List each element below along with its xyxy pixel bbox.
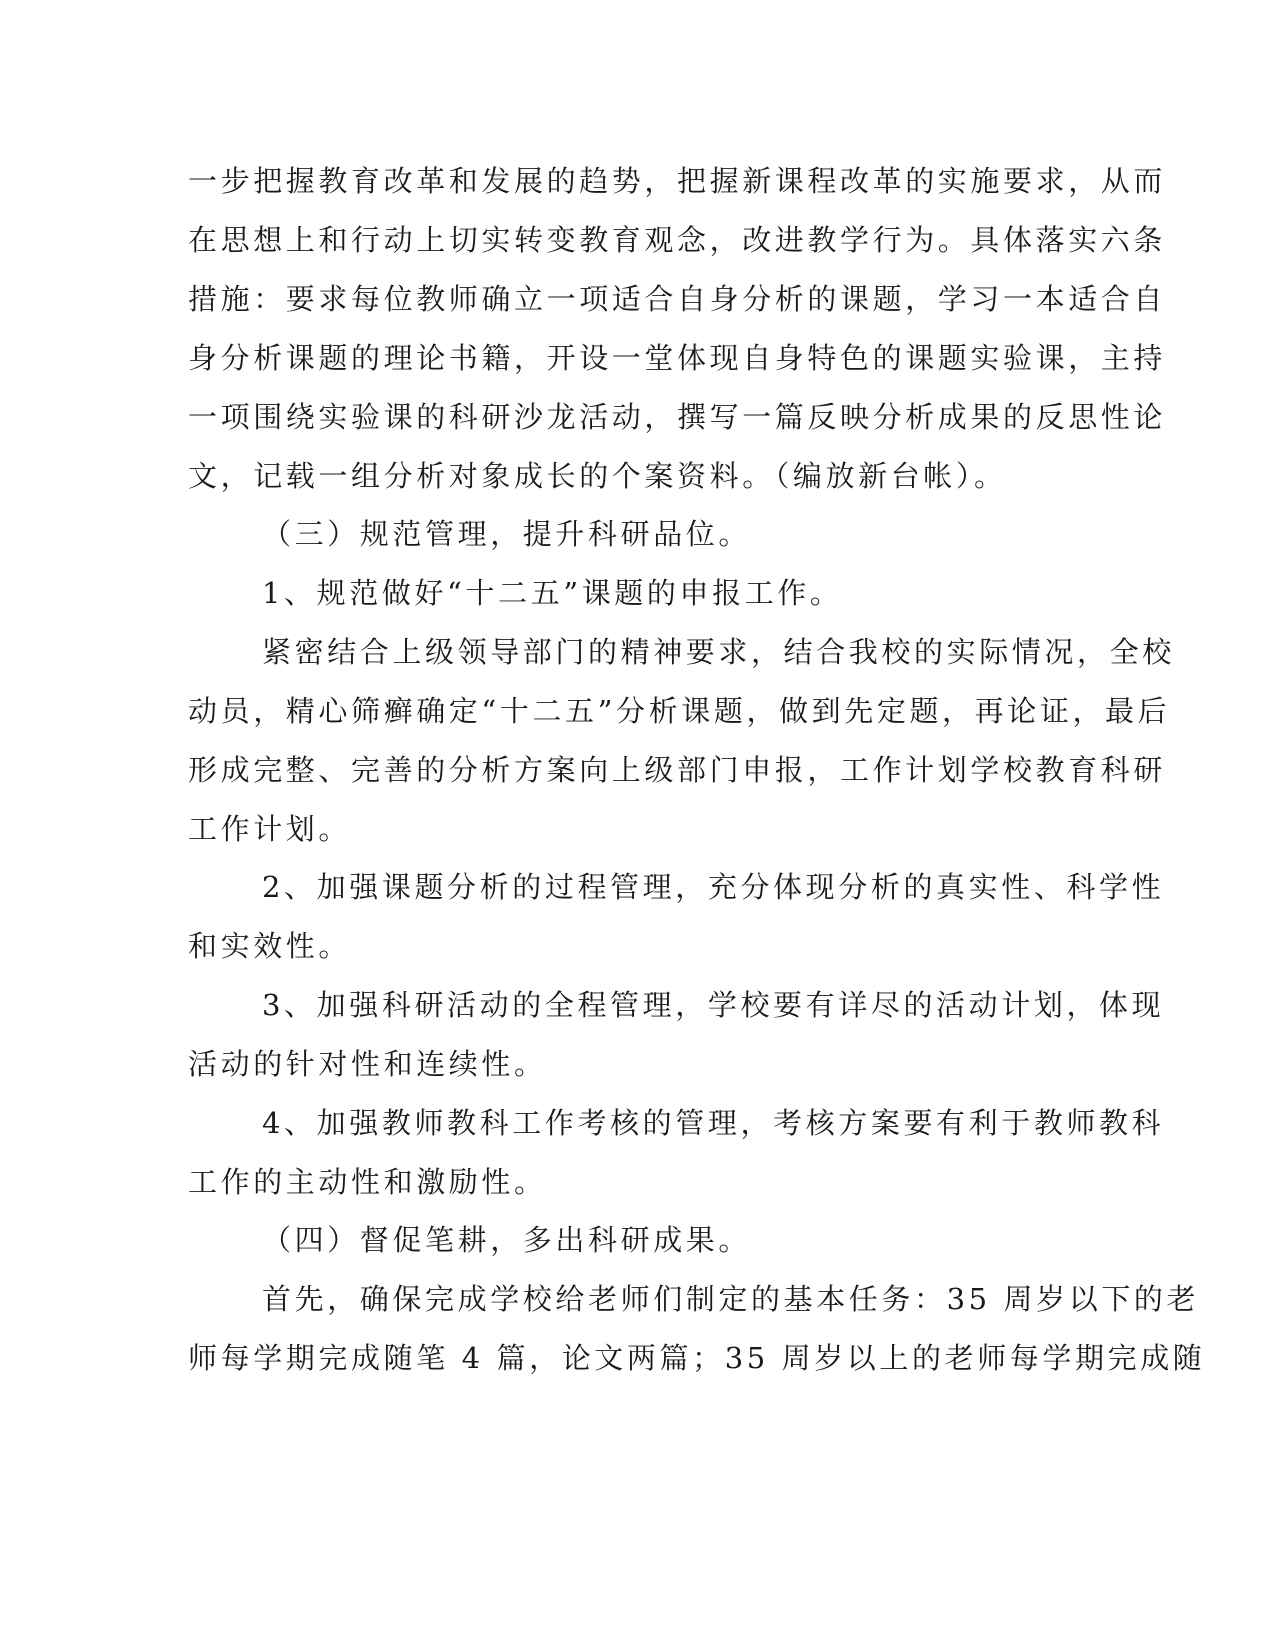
paragraph-line: 和实效性。 [188,929,352,963]
paragraph-line: 首先，确保完成学校给老师们制定的基本任务：35 周岁以下的老 [262,1282,1200,1316]
numbered-item: 3、加强科研活动的全程管理，学校要有详尽的活动计划，体现 [262,988,1165,1022]
paragraph-line: 在思想上和行动上切实转变教育观念，改进教学行为。具体落实六条 [188,223,1167,257]
paragraph-line: 紧密结合上级领导部门的精神要求，结合我校的实际情况，全校 [262,635,1175,669]
paragraph-line: 形成完整、完善的分析方案向上级部门申报，工作计划学校教育科研 [188,753,1167,787]
paragraph-line: 工作计划。 [188,812,352,846]
paragraph-line: 一步把握教育改革和发展的趋势，把握新课程改革的实施要求，从而 [188,164,1167,198]
paragraph-line: 身分析课题的理论书籍，开设一堂体现自身特色的课题实验课，主持 [188,341,1167,375]
paragraph-line: 动员，精心筛癣确定“十二五”分析课题，做到先定题，再论证，最后 [188,694,1171,728]
paragraph-line: 一项围绕实验课的科研沙龙活动，撰写一篇反映分析成果的反思性论 [188,400,1167,434]
numbered-item: 4、加强教师教科工作考核的管理，考核方案要有利于教师教科 [262,1106,1165,1140]
section-heading: （四）督促笔耕，多出科研成果。 [262,1223,752,1257]
paragraph-line: 措施：要求每位教师确立一项适合自身分析的课题，学习一本适合自 [188,282,1167,316]
paragraph-line: 活动的针对性和连续性。 [188,1047,547,1081]
paragraph-line: 文，记载一组分析对象成长的个案资料。（编放新台帐）。 [188,459,1007,493]
numbered-item-heading: 1、规范做好“十二五”课题的申报工作。 [262,576,843,610]
numbered-item: 2、加强课题分析的过程管理，充分体现分析的真实性、科学性 [262,870,1165,904]
paragraph-line: 师每学期完成随笔 4 篇，论文两篇；35 周岁以上的老师每学期完成随 [188,1341,1206,1375]
section-heading: （三）规范管理，提升科研品位。 [262,517,752,551]
paragraph-line: 工作的主动性和激励性。 [188,1165,547,1199]
